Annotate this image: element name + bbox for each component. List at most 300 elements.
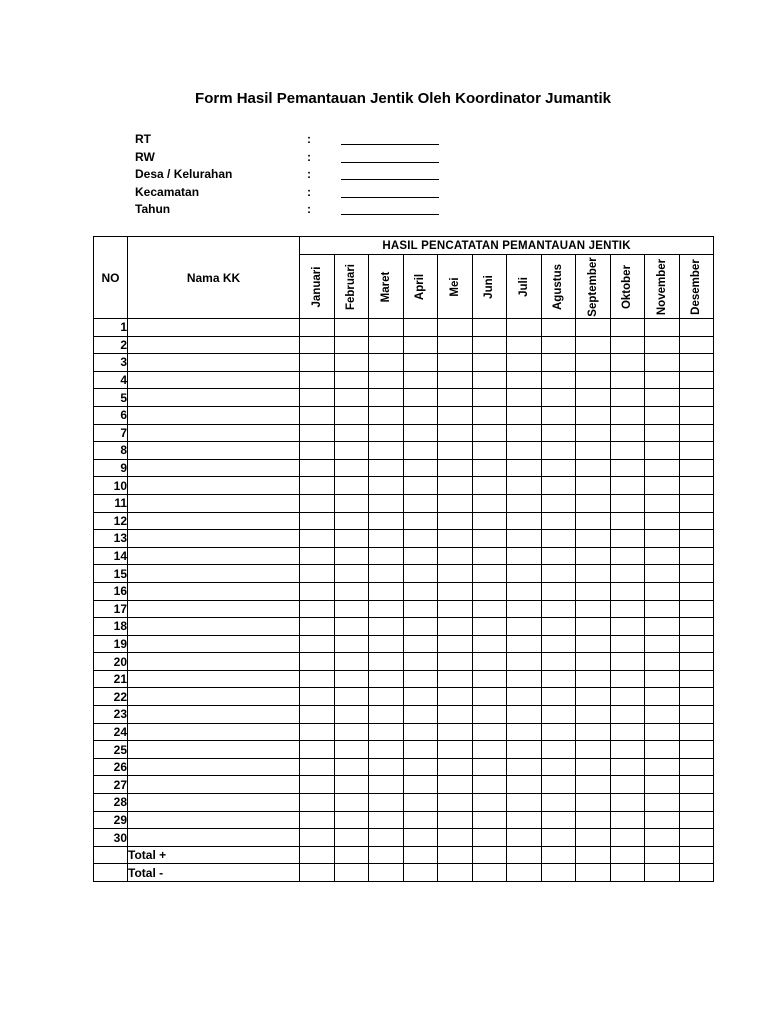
month-cell[interactable] xyxy=(334,618,369,636)
month-cell[interactable] xyxy=(679,618,714,636)
month-cell[interactable] xyxy=(438,424,473,442)
month-cell[interactable] xyxy=(541,635,576,653)
month-cell[interactable] xyxy=(541,547,576,565)
month-cell[interactable] xyxy=(576,741,611,759)
name-cell[interactable] xyxy=(128,670,300,688)
month-cell[interactable] xyxy=(334,829,369,847)
month-cell[interactable] xyxy=(679,600,714,618)
month-cell[interactable] xyxy=(300,846,335,864)
name-cell[interactable]: Total - xyxy=(128,864,300,882)
month-cell[interactable] xyxy=(679,336,714,354)
name-cell[interactable] xyxy=(128,706,300,724)
month-cell[interactable] xyxy=(610,424,645,442)
name-cell[interactable] xyxy=(128,371,300,389)
month-cell[interactable] xyxy=(610,829,645,847)
month-cell[interactable] xyxy=(300,565,335,583)
month-cell[interactable] xyxy=(403,442,438,460)
month-cell[interactable] xyxy=(610,811,645,829)
month-cell[interactable] xyxy=(645,406,680,424)
month-cell[interactable] xyxy=(472,442,507,460)
month-cell[interactable] xyxy=(403,459,438,477)
month-cell[interactable] xyxy=(576,389,611,407)
month-cell[interactable] xyxy=(576,459,611,477)
month-cell[interactable] xyxy=(438,618,473,636)
month-cell[interactable] xyxy=(334,653,369,671)
month-cell[interactable] xyxy=(300,336,335,354)
month-cell[interactable] xyxy=(541,406,576,424)
month-cell[interactable] xyxy=(541,459,576,477)
month-cell[interactable] xyxy=(438,758,473,776)
month-cell[interactable] xyxy=(369,477,404,495)
month-cell[interactable] xyxy=(300,512,335,530)
month-cell[interactable] xyxy=(610,530,645,548)
month-cell[interactable] xyxy=(645,389,680,407)
month-cell[interactable] xyxy=(300,635,335,653)
month-cell[interactable] xyxy=(403,670,438,688)
month-cell[interactable] xyxy=(576,477,611,495)
month-cell[interactable] xyxy=(438,547,473,565)
month-cell[interactable] xyxy=(541,371,576,389)
month-cell[interactable] xyxy=(472,406,507,424)
month-cell[interactable] xyxy=(679,512,714,530)
month-cell[interactable] xyxy=(300,354,335,372)
month-cell[interactable] xyxy=(679,741,714,759)
month-cell[interactable] xyxy=(610,864,645,882)
month-cell[interactable] xyxy=(334,706,369,724)
month-cell[interactable] xyxy=(300,582,335,600)
month-cell[interactable] xyxy=(438,776,473,794)
month-cell[interactable] xyxy=(541,670,576,688)
month-cell[interactable] xyxy=(403,706,438,724)
month-cell[interactable] xyxy=(472,354,507,372)
name-cell[interactable] xyxy=(128,406,300,424)
month-cell[interactable] xyxy=(541,336,576,354)
month-cell[interactable] xyxy=(369,600,404,618)
month-cell[interactable] xyxy=(300,319,335,337)
month-cell[interactable] xyxy=(679,776,714,794)
month-cell[interactable] xyxy=(541,600,576,618)
month-cell[interactable] xyxy=(576,618,611,636)
month-cell[interactable] xyxy=(679,406,714,424)
month-cell[interactable] xyxy=(334,547,369,565)
month-cell[interactable] xyxy=(576,530,611,548)
name-cell[interactable] xyxy=(128,653,300,671)
month-cell[interactable] xyxy=(369,582,404,600)
month-cell[interactable] xyxy=(438,389,473,407)
month-cell[interactable] xyxy=(645,565,680,583)
month-cell[interactable] xyxy=(541,864,576,882)
month-cell[interactable] xyxy=(507,319,542,337)
month-cell[interactable] xyxy=(610,336,645,354)
month-cell[interactable] xyxy=(300,706,335,724)
month-cell[interactable] xyxy=(334,336,369,354)
month-cell[interactable] xyxy=(369,354,404,372)
month-cell[interactable] xyxy=(438,354,473,372)
month-cell[interactable] xyxy=(679,794,714,812)
month-cell[interactable] xyxy=(507,618,542,636)
month-cell[interactable] xyxy=(645,371,680,389)
month-cell[interactable] xyxy=(403,530,438,548)
month-cell[interactable] xyxy=(438,811,473,829)
month-cell[interactable] xyxy=(334,494,369,512)
month-cell[interactable] xyxy=(610,354,645,372)
month-cell[interactable] xyxy=(507,424,542,442)
month-cell[interactable] xyxy=(507,846,542,864)
month-cell[interactable] xyxy=(403,776,438,794)
name-cell[interactable] xyxy=(128,459,300,477)
month-cell[interactable] xyxy=(541,582,576,600)
month-cell[interactable] xyxy=(300,494,335,512)
month-cell[interactable] xyxy=(610,582,645,600)
month-cell[interactable] xyxy=(507,530,542,548)
month-cell[interactable] xyxy=(679,424,714,442)
month-cell[interactable] xyxy=(403,477,438,495)
month-cell[interactable] xyxy=(369,794,404,812)
name-cell[interactable] xyxy=(128,494,300,512)
month-cell[interactable] xyxy=(645,547,680,565)
month-cell[interactable] xyxy=(369,653,404,671)
month-cell[interactable] xyxy=(610,459,645,477)
month-cell[interactable] xyxy=(679,582,714,600)
month-cell[interactable] xyxy=(472,600,507,618)
month-cell[interactable] xyxy=(369,371,404,389)
month-cell[interactable] xyxy=(334,776,369,794)
month-cell[interactable] xyxy=(369,688,404,706)
month-cell[interactable] xyxy=(576,371,611,389)
month-cell[interactable] xyxy=(507,459,542,477)
month-cell[interactable] xyxy=(679,670,714,688)
month-cell[interactable] xyxy=(300,547,335,565)
month-cell[interactable] xyxy=(300,424,335,442)
month-cell[interactable] xyxy=(403,494,438,512)
month-cell[interactable] xyxy=(576,653,611,671)
month-cell[interactable] xyxy=(576,336,611,354)
month-cell[interactable] xyxy=(403,336,438,354)
month-cell[interactable] xyxy=(300,442,335,460)
month-cell[interactable] xyxy=(369,319,404,337)
name-cell[interactable] xyxy=(128,829,300,847)
name-cell[interactable] xyxy=(128,389,300,407)
name-cell[interactable] xyxy=(128,354,300,372)
month-cell[interactable] xyxy=(507,565,542,583)
month-cell[interactable] xyxy=(645,723,680,741)
month-cell[interactable] xyxy=(645,829,680,847)
month-cell[interactable] xyxy=(541,477,576,495)
month-cell[interactable] xyxy=(541,389,576,407)
month-cell[interactable] xyxy=(507,371,542,389)
month-cell[interactable] xyxy=(300,829,335,847)
month-cell[interactable] xyxy=(369,706,404,724)
month-cell[interactable] xyxy=(334,477,369,495)
month-cell[interactable] xyxy=(576,319,611,337)
month-cell[interactable] xyxy=(645,336,680,354)
month-cell[interactable] xyxy=(403,846,438,864)
month-cell[interactable] xyxy=(679,389,714,407)
month-cell[interactable] xyxy=(507,512,542,530)
month-cell[interactable] xyxy=(369,741,404,759)
month-cell[interactable] xyxy=(679,723,714,741)
month-cell[interactable] xyxy=(438,829,473,847)
month-cell[interactable] xyxy=(472,389,507,407)
month-cell[interactable] xyxy=(369,406,404,424)
month-cell[interactable] xyxy=(334,565,369,583)
month-cell[interactable] xyxy=(369,618,404,636)
month-cell[interactable] xyxy=(679,547,714,565)
month-cell[interactable] xyxy=(300,758,335,776)
month-cell[interactable] xyxy=(610,512,645,530)
month-cell[interactable] xyxy=(610,846,645,864)
month-cell[interactable] xyxy=(507,600,542,618)
month-cell[interactable] xyxy=(576,670,611,688)
month-cell[interactable] xyxy=(576,688,611,706)
month-cell[interactable] xyxy=(610,653,645,671)
month-cell[interactable] xyxy=(369,723,404,741)
month-cell[interactable] xyxy=(334,758,369,776)
name-cell[interactable] xyxy=(128,723,300,741)
month-cell[interactable] xyxy=(507,829,542,847)
month-cell[interactable] xyxy=(679,442,714,460)
month-cell[interactable] xyxy=(438,582,473,600)
month-cell[interactable] xyxy=(576,811,611,829)
month-cell[interactable] xyxy=(369,864,404,882)
name-cell[interactable] xyxy=(128,635,300,653)
month-cell[interactable] xyxy=(300,530,335,548)
month-cell[interactable] xyxy=(334,741,369,759)
month-cell[interactable] xyxy=(576,547,611,565)
month-cell[interactable] xyxy=(300,864,335,882)
month-cell[interactable] xyxy=(472,846,507,864)
month-cell[interactable] xyxy=(472,371,507,389)
month-cell[interactable] xyxy=(472,723,507,741)
month-cell[interactable] xyxy=(610,758,645,776)
name-cell[interactable] xyxy=(128,512,300,530)
month-cell[interactable] xyxy=(403,354,438,372)
month-cell[interactable] xyxy=(507,547,542,565)
month-cell[interactable] xyxy=(576,442,611,460)
month-cell[interactable] xyxy=(679,653,714,671)
month-cell[interactable] xyxy=(300,776,335,794)
month-cell[interactable] xyxy=(438,406,473,424)
name-cell[interactable] xyxy=(128,618,300,636)
month-cell[interactable] xyxy=(610,741,645,759)
month-cell[interactable] xyxy=(679,758,714,776)
month-cell[interactable] xyxy=(369,846,404,864)
month-cell[interactable] xyxy=(576,512,611,530)
month-cell[interactable] xyxy=(576,494,611,512)
month-cell[interactable] xyxy=(472,530,507,548)
month-cell[interactable] xyxy=(610,688,645,706)
month-cell[interactable] xyxy=(438,442,473,460)
month-cell[interactable] xyxy=(645,477,680,495)
month-cell[interactable] xyxy=(541,618,576,636)
month-cell[interactable] xyxy=(300,670,335,688)
month-cell[interactable] xyxy=(472,582,507,600)
month-cell[interactable] xyxy=(610,494,645,512)
month-cell[interactable] xyxy=(541,811,576,829)
month-cell[interactable] xyxy=(334,319,369,337)
month-cell[interactable] xyxy=(438,477,473,495)
month-cell[interactable] xyxy=(541,776,576,794)
month-cell[interactable] xyxy=(645,618,680,636)
month-cell[interactable] xyxy=(541,442,576,460)
month-cell[interactable] xyxy=(507,794,542,812)
month-cell[interactable] xyxy=(541,829,576,847)
month-cell[interactable] xyxy=(472,547,507,565)
month-cell[interactable] xyxy=(369,758,404,776)
month-cell[interactable] xyxy=(645,459,680,477)
month-cell[interactable] xyxy=(403,547,438,565)
month-cell[interactable] xyxy=(438,494,473,512)
name-cell[interactable] xyxy=(128,336,300,354)
month-cell[interactable] xyxy=(610,477,645,495)
month-cell[interactable] xyxy=(576,406,611,424)
month-cell[interactable] xyxy=(645,319,680,337)
month-cell[interactable] xyxy=(645,494,680,512)
month-cell[interactable] xyxy=(679,354,714,372)
month-cell[interactable] xyxy=(472,512,507,530)
month-cell[interactable] xyxy=(576,723,611,741)
month-cell[interactable] xyxy=(541,319,576,337)
name-cell[interactable]: Total + xyxy=(128,846,300,864)
month-cell[interactable] xyxy=(576,776,611,794)
month-cell[interactable] xyxy=(438,794,473,812)
month-cell[interactable] xyxy=(438,741,473,759)
month-cell[interactable] xyxy=(541,741,576,759)
month-cell[interactable] xyxy=(334,389,369,407)
month-cell[interactable] xyxy=(679,530,714,548)
month-cell[interactable] xyxy=(645,530,680,548)
month-cell[interactable] xyxy=(645,354,680,372)
month-cell[interactable] xyxy=(472,776,507,794)
month-cell[interactable] xyxy=(679,635,714,653)
month-cell[interactable] xyxy=(369,670,404,688)
month-cell[interactable] xyxy=(541,723,576,741)
month-cell[interactable] xyxy=(438,846,473,864)
month-cell[interactable] xyxy=(610,565,645,583)
month-cell[interactable] xyxy=(610,389,645,407)
month-cell[interactable] xyxy=(645,776,680,794)
month-cell[interactable] xyxy=(403,582,438,600)
month-cell[interactable] xyxy=(645,688,680,706)
month-cell[interactable] xyxy=(679,477,714,495)
name-cell[interactable] xyxy=(128,758,300,776)
month-cell[interactable] xyxy=(472,864,507,882)
month-cell[interactable] xyxy=(472,706,507,724)
month-cell[interactable] xyxy=(645,424,680,442)
month-cell[interactable] xyxy=(610,319,645,337)
month-cell[interactable] xyxy=(403,635,438,653)
month-cell[interactable] xyxy=(300,653,335,671)
name-cell[interactable] xyxy=(128,442,300,460)
month-cell[interactable] xyxy=(610,794,645,812)
month-cell[interactable] xyxy=(403,424,438,442)
name-cell[interactable] xyxy=(128,547,300,565)
month-cell[interactable] xyxy=(403,723,438,741)
month-cell[interactable] xyxy=(541,688,576,706)
month-cell[interactable] xyxy=(679,864,714,882)
month-cell[interactable] xyxy=(507,635,542,653)
month-cell[interactable] xyxy=(645,582,680,600)
month-cell[interactable] xyxy=(645,653,680,671)
month-cell[interactable] xyxy=(541,794,576,812)
month-cell[interactable] xyxy=(472,477,507,495)
month-cell[interactable] xyxy=(403,653,438,671)
month-cell[interactable] xyxy=(438,371,473,389)
month-cell[interactable] xyxy=(472,811,507,829)
month-cell[interactable] xyxy=(300,741,335,759)
month-cell[interactable] xyxy=(334,600,369,618)
month-cell[interactable] xyxy=(334,354,369,372)
month-cell[interactable] xyxy=(472,336,507,354)
month-cell[interactable] xyxy=(610,371,645,389)
month-cell[interactable] xyxy=(541,706,576,724)
month-cell[interactable] xyxy=(438,336,473,354)
month-cell[interactable] xyxy=(541,565,576,583)
month-cell[interactable] xyxy=(300,618,335,636)
month-cell[interactable] xyxy=(403,864,438,882)
month-cell[interactable] xyxy=(438,635,473,653)
month-cell[interactable] xyxy=(369,829,404,847)
month-cell[interactable] xyxy=(369,776,404,794)
month-cell[interactable] xyxy=(541,758,576,776)
month-cell[interactable] xyxy=(472,653,507,671)
month-cell[interactable] xyxy=(438,706,473,724)
month-cell[interactable] xyxy=(679,829,714,847)
month-cell[interactable] xyxy=(645,706,680,724)
month-cell[interactable] xyxy=(610,618,645,636)
month-cell[interactable] xyxy=(472,494,507,512)
month-cell[interactable] xyxy=(507,688,542,706)
month-cell[interactable] xyxy=(610,670,645,688)
month-cell[interactable] xyxy=(300,371,335,389)
month-cell[interactable] xyxy=(645,846,680,864)
month-cell[interactable] xyxy=(645,794,680,812)
month-cell[interactable] xyxy=(576,758,611,776)
month-cell[interactable] xyxy=(576,600,611,618)
month-cell[interactable] xyxy=(403,600,438,618)
month-cell[interactable] xyxy=(507,811,542,829)
month-cell[interactable] xyxy=(472,319,507,337)
month-cell[interactable] xyxy=(334,846,369,864)
month-cell[interactable] xyxy=(403,565,438,583)
name-cell[interactable] xyxy=(128,565,300,583)
month-cell[interactable] xyxy=(334,864,369,882)
month-cell[interactable] xyxy=(369,530,404,548)
month-cell[interactable] xyxy=(438,723,473,741)
month-cell[interactable] xyxy=(472,635,507,653)
month-cell[interactable] xyxy=(472,424,507,442)
month-cell[interactable] xyxy=(472,741,507,759)
month-cell[interactable] xyxy=(403,512,438,530)
month-cell[interactable] xyxy=(610,406,645,424)
month-cell[interactable] xyxy=(403,758,438,776)
month-cell[interactable] xyxy=(679,846,714,864)
month-cell[interactable] xyxy=(403,406,438,424)
name-cell[interactable] xyxy=(128,688,300,706)
month-cell[interactable] xyxy=(610,776,645,794)
name-cell[interactable] xyxy=(128,811,300,829)
name-cell[interactable] xyxy=(128,424,300,442)
month-cell[interactable] xyxy=(334,582,369,600)
month-cell[interactable] xyxy=(300,389,335,407)
month-cell[interactable] xyxy=(576,424,611,442)
month-cell[interactable] xyxy=(369,547,404,565)
month-cell[interactable] xyxy=(403,618,438,636)
name-cell[interactable] xyxy=(128,794,300,812)
month-cell[interactable] xyxy=(507,758,542,776)
month-cell[interactable] xyxy=(438,688,473,706)
month-cell[interactable] xyxy=(403,829,438,847)
